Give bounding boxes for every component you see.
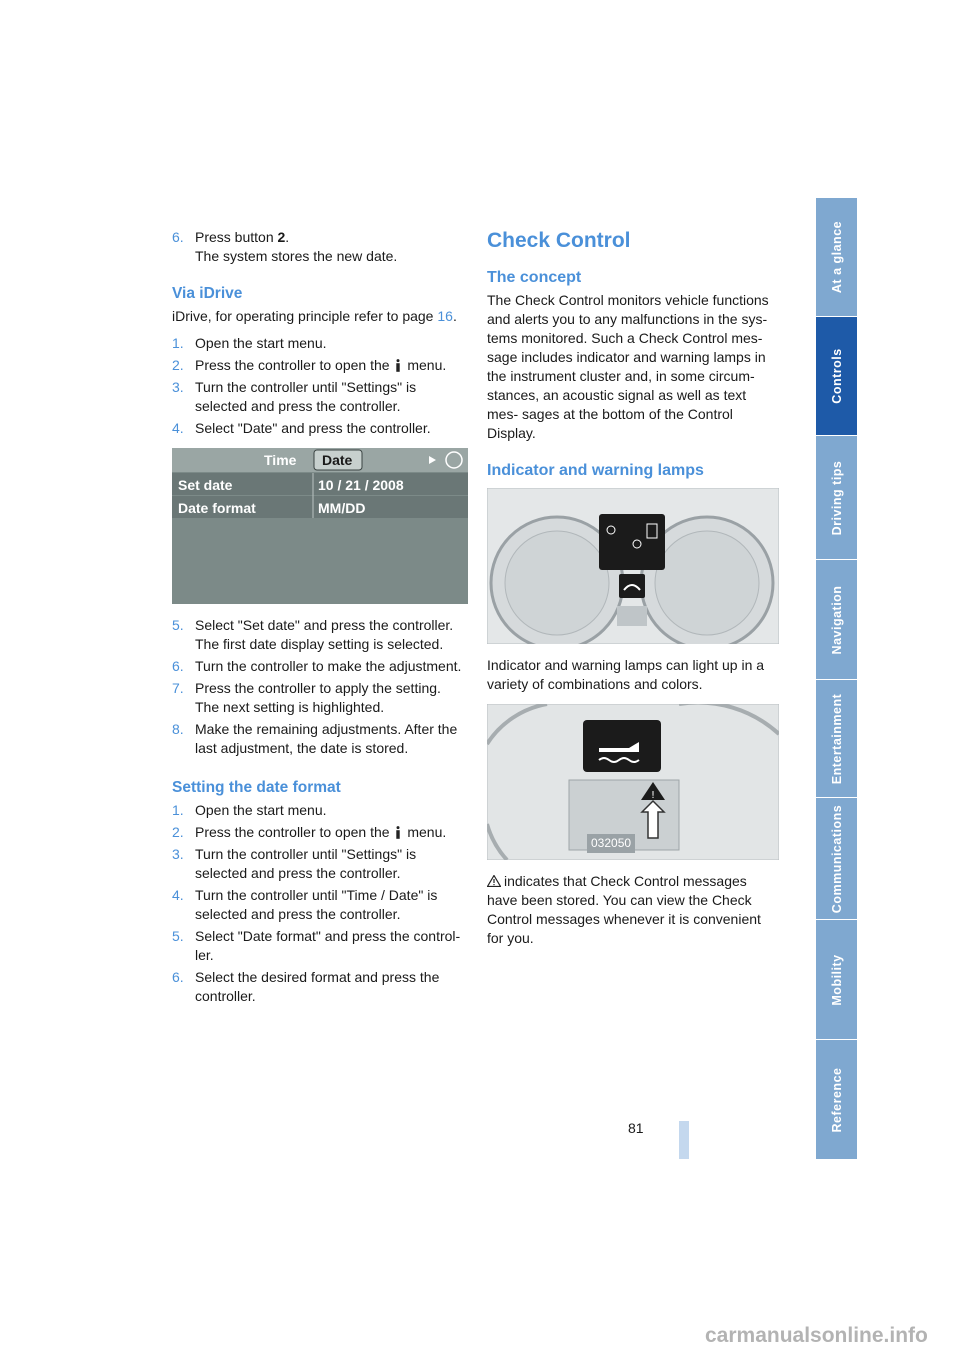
list-item: 5. Select "Date format" and press the control- ler. [172, 928, 461, 963]
display-code: 032050 [587, 834, 635, 853]
lamps-paragraph: Indicator and warning lamps can light up in a variety of combinations and colors. [487, 657, 765, 692]
date-format-label: Date format [178, 500, 256, 516]
list-item: 3. Turn the controller until "Settings" is selected and press the controller. [172, 846, 417, 881]
idrive-date-screen [172, 448, 468, 604]
step-number: 6. [172, 229, 184, 245]
list-item: 6. Turn the controller to make the adjustment. [172, 658, 462, 674]
left-column [172, 228, 468, 1009]
list-item: 3. Turn the controller until "Settings" is selected and press the controller. [172, 379, 417, 414]
info-i-icon [395, 826, 401, 839]
tab-navigation[interactable]: Navigation [816, 560, 857, 680]
list-item: 4. Turn the controller until "Time / Date" is selected and press the controller. [172, 887, 438, 922]
date-format-value: MM/DD [318, 500, 366, 516]
heading-the-concept: The concept [487, 269, 582, 286]
tab-entertainment[interactable]: Entertainment [816, 680, 857, 798]
list-item: 1. Open the start menu. [172, 802, 327, 818]
step-result: The system stores the new date. [195, 248, 398, 264]
instrument-cluster-figure [487, 488, 779, 644]
list-item: 2. Press the controller to open the menu. [172, 824, 447, 840]
tab-at-a-glance[interactable]: At a glance [816, 198, 857, 317]
list-item: 1. Open the start menu. [172, 335, 327, 351]
set-date-label: Set date [178, 477, 233, 493]
section-title-check-control: Check Control [487, 229, 631, 252]
tab-reference[interactable]: Reference [816, 1040, 857, 1160]
list-item: 8. Make the remaining adjustments. After the last adjustment, the date is stored. [172, 721, 458, 756]
step-6-press-button: 6. Press button 2. The system stores the new date. [172, 229, 398, 264]
list-item: 5. Select "Set date" and press the controller. The first date display setting is selected. [172, 617, 454, 652]
svg-text:!: ! [650, 790, 656, 801]
list-item: 7. Press the controller to apply the setting. The next setting is highlighted. [172, 680, 441, 715]
list-item: 2. Press the controller to open the menu. [172, 357, 447, 373]
tab-communications[interactable]: Communications [816, 798, 857, 920]
tab-controls[interactable]: Controls [816, 317, 857, 436]
heading-via-idrive: Via iDrive [172, 285, 243, 302]
heading-indicator-lamps: Indicator and warning lamps [487, 462, 704, 479]
instrument-cluster-image [487, 488, 779, 644]
page-marker-bar [679, 1121, 689, 1159]
step-text: Press button [195, 229, 278, 245]
tab-driving-tips[interactable]: Driving tips [816, 436, 857, 560]
warning-lamp-figure [487, 704, 779, 860]
info-i-icon [395, 359, 401, 372]
tab-date: Date [322, 452, 353, 468]
concept-paragraph: The Check Control monitors vehicle functions and alerts you to any malfunctions in the sys- tems monitored. Such a Check Control mes- sage includes indicator and warning lamps in the instrument cluster and, in some circum- stances, an acoustic signal as well as text mes- sages at the bottom of the Control Display. [487, 292, 769, 441]
tab-mobility[interactable]: Mobility [816, 920, 857, 1040]
right-column [487, 228, 779, 956]
tab-time: Time [264, 452, 297, 468]
warning-triangle-icon [487, 875, 501, 887]
list-item: 6. Select the desired format and press the controller. [172, 969, 440, 1004]
page-number: 81 [628, 1120, 644, 1136]
button-number: 2 [277, 229, 286, 245]
via-idrive-intro: iDrive, for operating principle refer to page 16. [172, 308, 457, 324]
list-item: 4. Select "Date" and press the controller. [172, 420, 431, 436]
page-link[interactable]: 16 [437, 308, 453, 324]
screen-background [172, 448, 468, 604]
heading-date-format: Setting the date format [172, 779, 341, 796]
stored-messages-paragraph: indicates that Check Control messages have been stored. You can view the Check Control messages whenever it is convenient for you. [487, 873, 761, 946]
set-date-value: 10 / 21 / 2008 [318, 477, 404, 493]
watermark: carmanualsonline.info [705, 1324, 928, 1347]
chapter-tabs-sidebar [816, 198, 857, 1160]
